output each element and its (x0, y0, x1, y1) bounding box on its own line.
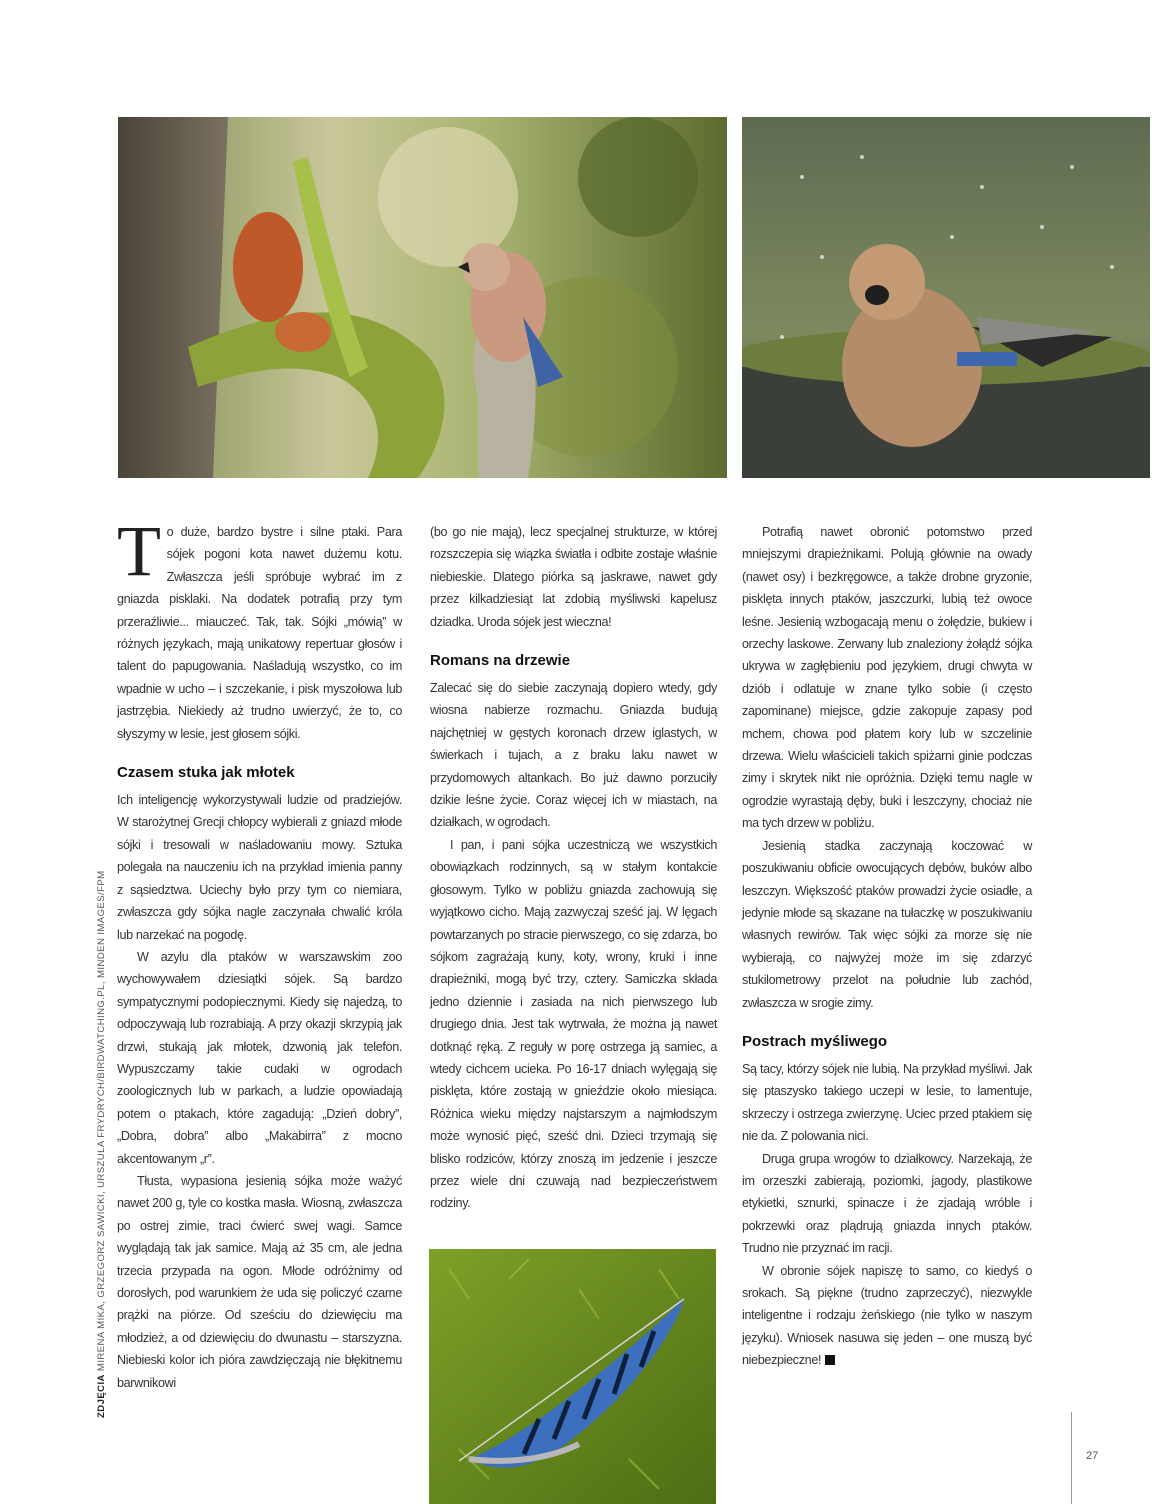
paragraph: W obronie sójek napiszę to samo, co kiedyś o srokach. Są piękne (trudno zaprzeczyć), niezwykle inteligentne i rodzaju żeńskiego (nie tylko w naszym języku). Wniosek nasuwa się jeden – one muszą być niebezpieczne! (742, 1263, 1032, 1368)
photo-squirrel-and-jay (118, 117, 727, 478)
paragraph: Druga grupa wrogów to działkowcy. Narzekają, że im orzeszki zabierają, poziomki, jagody, plastikowe etykietki, sznurki, spinacze i że zjadają wróble i pokrzewki oraz plądrują gniazda innych ptaków. Trudno nie przyznać im racji. (742, 1151, 1032, 1256)
paragraph: I pan, i pani sójka uczestniczą we wszystkich obowiązkach rodzinnych, są w stałym kontakcie głosowym. Tylko w pobliżu gniazda zachowują się wyjątkowo cicho. Mają zazwyczaj sześć jaj. W lęgach powtarzanych po stracie pierwszego, co się zdarza, bo sójkom zagrażają kuny, koty, wrony, kruki i inne drapieżniki, mogą być trzy, cztery. Samiczka składa jedno dziennie i zasiada na nich pierwszego lub drugiego dnia. Jest tak wytrwała, że można ją nawet dotknąć ręką. Z reguły w porę ostrzega ją samiec, a wtedy cichcem ucieka. Po 16-17 dniach wylęgają się pisklęta, które zostają w gnieździe około miesiąca. Różnica wieku między najstarszym a najmłodszym może wynosić pięć, sześć dni. Dzieci trzymają się blisko rodziców, którzy znoszą im jedzenie i jeszcze przez wiele dni czuwają nad bezpieczeństwem rodziny. (430, 837, 717, 1211)
page-divider (1071, 1412, 1072, 1504)
photo-bathing-jay (742, 117, 1150, 478)
paragraph: To duże, bardzo bystre i silne ptaki. Para sójek pogoni kota nawet dużemu kotu. Zwłaszcza jeśli spróbuje wybrać im z gniazda pisklaki. Na dodatek potrafią przy tym przeraźliwie... miauczeć. Tak, tak. Sójki „mówią” w różnych językach, mają unikatowy repertuar głosów i talent do papugowania. Naśladują wszystko, co im wpadnie w ucho – i szczekanie, i pisk myszołowa lub jastrzębia. Niekiedy aż trudno uwierzyć, że to, co słyszymy w lesie, jest głosem sójki. (117, 511, 402, 741)
article-column-1 (117, 511, 402, 1394)
paragraph: Są tacy, którzy sójek nie lubią. Na przykład myśliwi. Jak się ptaszysko takiego uczepi w lesie, to lamentuje, skrzeczy i ostrzega zwierzynę. Uciec przed ptakiem się nie da. Z polowania nici. (742, 1061, 1032, 1144)
photo-credit (96, 870, 107, 1418)
article-column-3 (742, 521, 1032, 1372)
drop-cap: T (117, 511, 161, 591)
end-mark-icon (825, 1355, 835, 1365)
paragraph: Zalecać się do siebie zaczynają dopiero wtedy, gdy wiosna nabierze rozmachu. Gniazda budują najchętniej w gęstych koronach drzew iglastych, w świerkach i tujach, a z braku laku nawet w przydomowych altankach. Bo już dawno porzuciły dzikie leśne życie. Coraz więcej ich w miastach, na działkach, w ogrodach. (430, 681, 717, 830)
paragraph: Tłusta, wypasiona jesienią sójka może ważyć nawet 200 g, tyle co kostka masła. Wiosną, zwłaszcza po ostrej zimie, traci ćwierć swej wagi. Samce wyglądają tak jak samice. Mają aż 35 cm, ale jedna trzecia przypada na ogon. Młode odróżnimy od dorosłych, pod warunkiem że uda się policzyć czarne prążki na piórze. Od sześciu do dziewięciu ma młodzież, a od dziewięciu do dwunastu – starszyzna. Niebieski kolor ich pióra zawdzięczają nie błękitnemu barwnikowi (117, 1173, 402, 1390)
paragraph: Ich inteligencję wykorzystywali ludzie od pradziejów. W starożytnej Grecji chłopcy wybierali z gniazd młode sójki i tresowali w naśladowaniu mowy. Sztuka polegała na nauczeniu ich na przykład imienia panny z sąsiedztwa. Uciechy było przy tym co niemiara, zwłaszcza gdy sójka nagle zaczynała chwalić króla lub narzekać na pogodę. (117, 793, 402, 942)
article-column-2 (430, 521, 717, 1215)
photo-jay-feather (429, 1249, 716, 1504)
section-heading: Romans na drzewie (430, 652, 571, 670)
paragraph: W azylu dla ptaków w warszawskim zoo wychowywałem dziesiątki sójek. Są bardzo sympatycznymi podopiecznymi. Kiedy się najedzą, to odpoczywają lub rozrabiają. A przy okazji skrzypią jak drzwi, stukają jak młotek, dzwonią jak telefon. Wypuszczamy takie cudaki w ogrodach zoologicznych lub w parkach, a ludzie opowiadają potem o ptakach, które zagadują: „Dzień dobry”, „Dobra, dobra” albo „Makabirra” z mocno akcentowanym „r”. (117, 949, 402, 1166)
page-number: 27 (1086, 1450, 1099, 1462)
photo-credit-label: ZDJĘCIA (96, 1374, 107, 1418)
paragraph: (bo go nie mają), lecz specjalnej strukturze, w której rozszczepia się wiązka światła i odbite zostaje właśnie niebieskie. Dlatego piórka są jaskrawe, nawet gdy przez kilkadziesiąt lat zdobią myśliwski kapelusz dziadka. Uroda sójek jest wieczna! (430, 525, 717, 629)
photo-credit-names: MIRENA MIKA, GRZEGORZ SAWICKI, URSZULA FRYDRYCH/BIRDWATCHING.PL, MINDEN IMAGES/FPM (96, 870, 107, 1372)
section-heading: Postrach myśliwego (742, 1032, 888, 1050)
paragraph: Potrafią nawet obronić potomstwo przed mniejszymi drapieżnikami. Polują głównie na owady (nawet osy) i bezkręgowce, a także drobne gryzonie, pisklęta innych ptaków, jaszczurki, lubią też owoce leśne. Jesienią wzbogacają menu o żołędzie, bukiew i orzechy laskowe. Zerwany lub znaleziony żołądź sójka ukrywa w zagłębieniu pod językiem, drugi chwyta w dziób i odlatuje w znane tylko sobie (i często zapominane) miejsce, gdzie zakopuje zapasy pod mchem, chowa pod płatem kory lub w szczelinie drzewa. Wielu właścicieli takich spiżarni ginie podczas zimy i skrytek nikt nie opróżnia. Dzięki temu nagle w ogrodzie wyrastają dęby, buki i leszczyny, chociaż nie ma tych drzew w pobliżu. (742, 525, 1032, 831)
paragraph: Jesienią stadka zaczynają koczować w poszukiwaniu obficie owocujących dębów, buków albo leszczyn. Większość ptaków prowadzi życie osiadłe, a jedynie młode są skazane na tułaczkę w poszukiwaniu własnych rewirów. Tak więc sójki za morze się nie wybierają, co najwyżej może im się zdarzyć stukilometrowy przelot na południe lub zachód, zwłaszcza w srogie zimy. (742, 838, 1032, 1010)
section-heading: Czasem stuka jak młotek (117, 764, 295, 782)
